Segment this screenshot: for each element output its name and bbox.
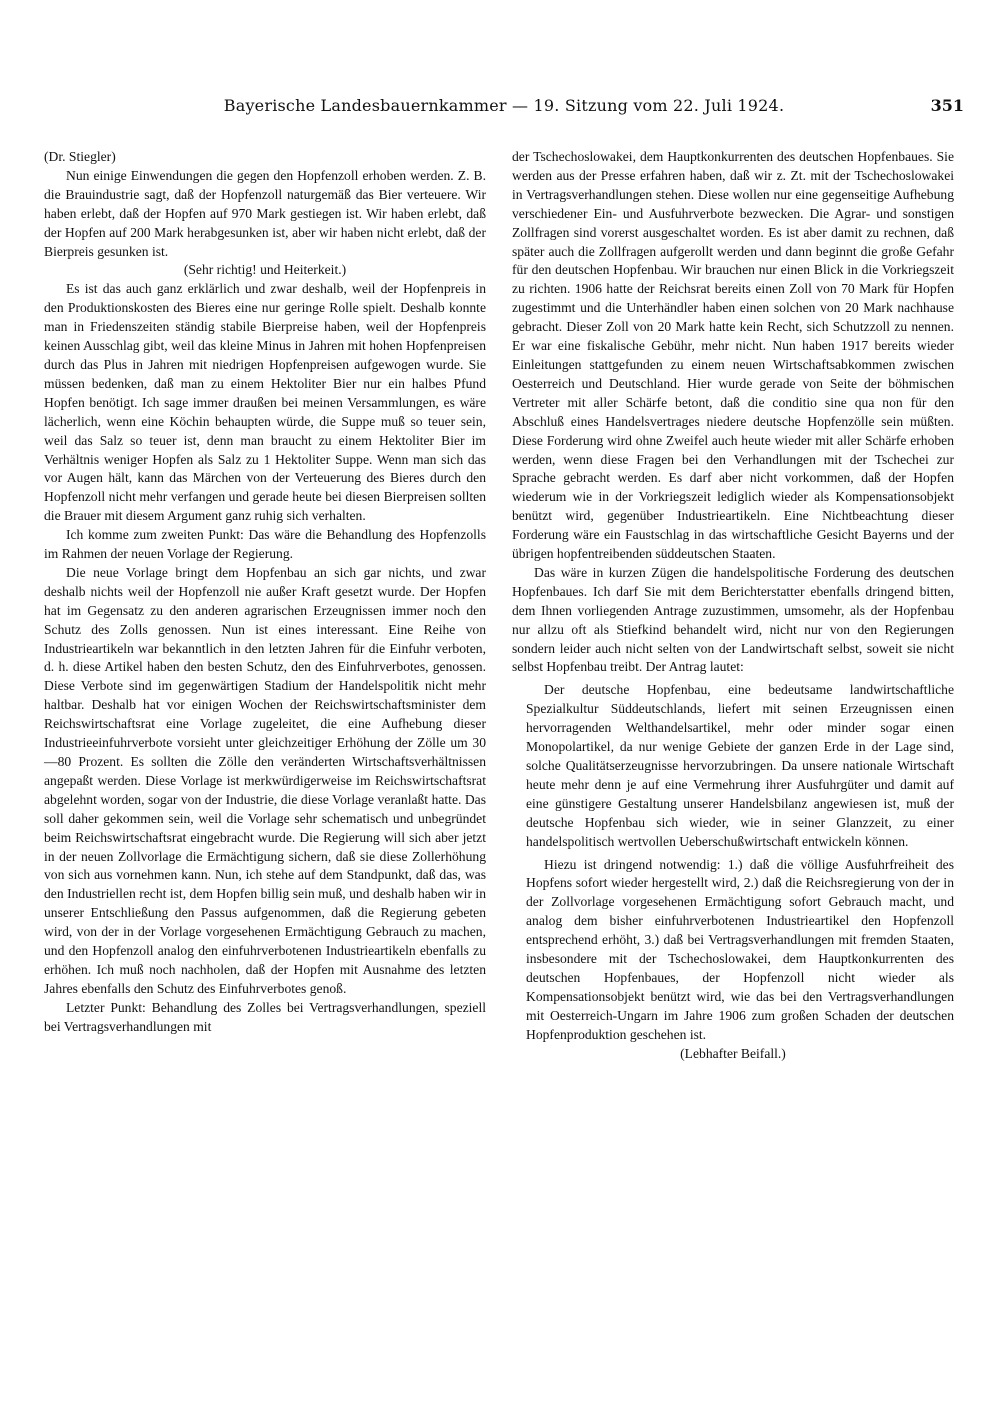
- paragraph: Die neue Vorlage bringt dem Hopfenbau an sich gar nichts, und zwar deshalb nichts weil der Hopfenzoll nie außer Kraft gesetzt wurde. Der Hopfen hat im Gegensatz zu den anderen agrarischen Erzeugnissen immer noch den Schutz des Zolls genossen. Nun ist eines interessant. Eine Reihe von Industrieartikeln war bekanntlich in den letzten Jahren für die Einfuhr verboten, d. h. diese Artikel haben den besten Schutz, den des Einfuhrverbotes, genossen. Diese Verbote sind im gegenwärtigen Stadium der Handelspolitik nicht mehr haltbar. Deshalb hat vor einigen Wochen der Reichswirtschaftsminister dem Reichswirtschaftsrat eine Vorlage zugeleitet, die eine Aufhebung dieser Industrieeinfuhrverbote vorsieht unter gleichzeitiger Erhöhung der Zölle um 30—80 Prozent. Es sollten die Zölle den veränderten Wirtschaftsverhältnissen angepaßt werden. Diese Vorlage ist merkwürdigerweise im Reichswirtschaftsrat abgelehnt worden, sogar von der Industrie, die diese Vorlage veranlaßt hatte. Das soll daher gekommen sein, weil die Vorlage sehr schematisch und unbegründet beim Reichswirtschaftsrat eingebracht wurde. Die Regierung will sich aber jetzt in der neuen Zollvorlage die Ermächtigung sichern, daß sie diese Zollerhöhung von sich aus vornehmen kann. Nun, ich stehe auf dem Standpunkt, daß das, was den Industriellen recht ist, dem Hopfen billig sein muß, und deshalb haben wir in unserer Entschließung den Passus aufgenommen, daß die Regierung gebeten wird, von der in der Vorlage vorgesehenen Ermächtigung Gebrauch zu machen, und den Hopfenzoll analog den einfuhrverbotenen Industrieartikeln ebenfalls zu erhöhen. Ich muß noch nachholen, daß der Hopfen mit Ausnahme des letzten Jahres ebenfalls den Schutz des Einfuhrverbotes genoß.: [44, 564, 486, 996]
- header-title: Bayerische Landesbauernkammer — 19. Sitzung vom 22. Juli 1924.: [223, 96, 785, 115]
- left-column: [44, 148, 486, 1037]
- speaker-label: (Dr. Stiegler): [44, 149, 116, 164]
- motion-text: Der deutsche Hopfenbau, eine bedeutsame landwirtschaftliche Spezialkultur Süddeutschlands, liefert mit seinen Erzeugnissen einen hervorragenden Welthandelsartikel, mehr oder minder sogar einen Monopolartikel, da nur wenige Gebiete der ganzen Erde in der Lage sind, solche Qualitätserzeugnisse hervorzubringen. Da unsere nationale Wirtschaft heute mehr denn je auf eine Vermehrung ihrer Ausfuhrgüter und damit auf eine günstigere Gestaltung unserer Handelsbilanz angewiesen ist, muß der deutsche Hopfenbau sich wieder, wie in seiner Glanzzeit, zu einer handelspolitisch wertvollen Ueberschußwirtschaft entwickeln können.: [526, 682, 954, 849]
- paragraph: der Tschechoslowakei, dem Hauptkonkurrenten des deutschen Hopfenbaues. Sie werden aus der Presse erfahren haben, daß wir z. Zt. mit der Tschechoslowakei in Vertragsverhandlungen stehen. Diese wollen nur eine gegenseitige Aufhebung verschiedener Ein- und Ausfuhrverbote bezwecken. Die Agrar- und sonstigen Zollfragen sind vorerst ausgeschaltet worden. Es ist aber damit zu rechnen, daß später auch die Zollfragen aufgerollt werden und dann beginnt die große Gefahr für den deutschen Hopfenbau. Wir brauchen nur einen Blick in die Vorkriegszeit zu richten. 1906 hatte der Reichsrat bereits einen Zoll von 70 Mark für Hopfen zugestimmt und die Unterhändler haben einen solchen von 20 Mark nachhause gebracht. Dieser Zoll von 20 Mark hatte kein Recht, sich Schutzzoll zu nennen. Er war eine fiskalische Gebühr, mehr nicht. Nun haben 1917 bereits wieder Einleitungen stattgefunden zu einem neuen Wirtschaftsabkommen zwischen Oesterreich und Deutschland. Hier wurde gerade von Seite der böhmischen Vertreter mit aller Schärfe betont, daß die conditio sine qua non für den Abschluß eines Handelsvertrages niedere deutsche Hopfenzölle sein müßten. Diese Forderung wird ohne Zweifel auch heute wieder mit aller Schärfe erhoben werden, wenn diese Fragen bei den Verhandlungen mit der Tschechei zur Sprache gebracht werden. Es darf aber nicht vorkommen, daß der Hopfen wiederum wie in der Vorkriegszeit lediglich wieder als Kompensationsobjekt benützt wird, gegenüber Industrieartikeln. Eine Nichtbeachtung dieser Forderung wäre ein Faustschlag in das wirtschaftliche Gesicht Bayerns und der übrigen hopfentreibenden süddeutschen Staaten.: [512, 149, 954, 562]
- paragraph: Es ist das auch ganz erklärlich und zwar deshalb, weil der Hopfenpreis in den Produktionskosten des Bieres eine nur geringe Rolle spielt. Deshalb konnte man in Friedenszeiten ständig stabile Bierpreise haben, weil der Hopfenpreis keinen Ausschlag gibt, weil das kleine Minus in Jahren mit hohen Hopfenpreisen durch das Plus in Jahren mit niedrigen Hopfenpreisen aufgewogen wurde. Sie müssen bedenken, daß man zu einem Hektoliter Bier nur ein halbes Pfund Hopfen benötigt. Ich sage immer draußen bei meinen Versammlungen, es wäre lächerlich, wenn eine Köchin behaupten würde, die Suppe muß so teuer sein, weil das Salz so teuer ist, denn man braucht zu einem Hektoliter Bier im Verhältnis weniger Hopfen als Salz zu 1 Hektoliter Suppe. Wenn man sich das vor Augen hält, kann das Märchen von der Verteuerung des Bieres durch den Hopfenzoll nicht mehr verfangen und gerade heute bei diesen Bierpreisen sollten die Brauer mit diesem Argument ganz ruhig sich verhalten.: [44, 281, 486, 524]
- paragraph: Das wäre in kurzen Zügen die handelspolitische Forderung des deutschen Hopfenbaues. Ich darf Sie mit dem Berichterstatter ebenfalls dringend bitten, dem Ihnen vorliegenden Antrage zuzustimmen, umsomehr, als der Hopfenbau nur allzu oft als Stiefkind behandelt wird, nicht nur von den Regierungen sondern leider auch nicht selten von der Landwirtschaft selbst, soweit sie nicht selbst Hopfenbau treibt. Der Antrag lautet:: [512, 564, 954, 675]
- page-header: [44, 96, 964, 122]
- interjection: (Sehr richtig! und Heiterkeit.): [183, 262, 347, 278]
- paragraph: Nun einige Einwendungen die gegen den Hopfenzoll erhoben werden. Z. B. die Brauindustrie sagt, daß der Hopfenzoll naturgemäß das Bier verteuere. Wir haben erlebt, daß der Hopfen auf 970 Mark gestiegen ist. Wir haben erlebt, daß der Hopfen auf 200 Mark herabgesunken ist, aber wir haben nicht erlebt, daß der Bierpreis gesunken ist.: [44, 167, 486, 259]
- motion-text: Hiezu ist dringend notwendig: 1.) daß die völlige Ausfuhrfreiheit des Hopfens sofort wieder hergestellt wird, 2.) daß die Reichsregierung von der in der Zollvorlage vorgesehenen Ermächtigung sofort Gebrauch macht, und analog dem bisher einfuhrverbotenen Industrieartikel den Hopfenzoll entsprechend erhöht, 3.) daß bei Vertragsverhandlungen mit fremden Staaten, insbesondere mit der Tschechoslowakei, dem Hauptkonkurrenten des deutschen Hopfenbaues, der Hopfenzoll nicht wieder als Kompensationsobjekt benützt wird, wie das bei den Vertragsverhandlungen mit Oesterreich-Ungarn im Jahre 1906 zum großen Schaden der deutschen Hopfenproduktion geschehen ist.: [526, 856, 954, 1042]
- paragraph: Ich komme zum zweiten Punkt: Das wäre die Behandlung des Hopfenzolls im Rahmen der neuen Vorlage der Regierung.: [44, 527, 486, 562]
- page-number: 351: [930, 96, 964, 115]
- interjection: (Lebhafter Beifall.): [680, 1045, 786, 1061]
- paragraph: Letzter Punkt: Behandlung des Zolles bei Vertragsverhandlungen, speziell bei Vertragsverhandlungen mit: [44, 999, 486, 1034]
- right-column: [512, 148, 954, 1064]
